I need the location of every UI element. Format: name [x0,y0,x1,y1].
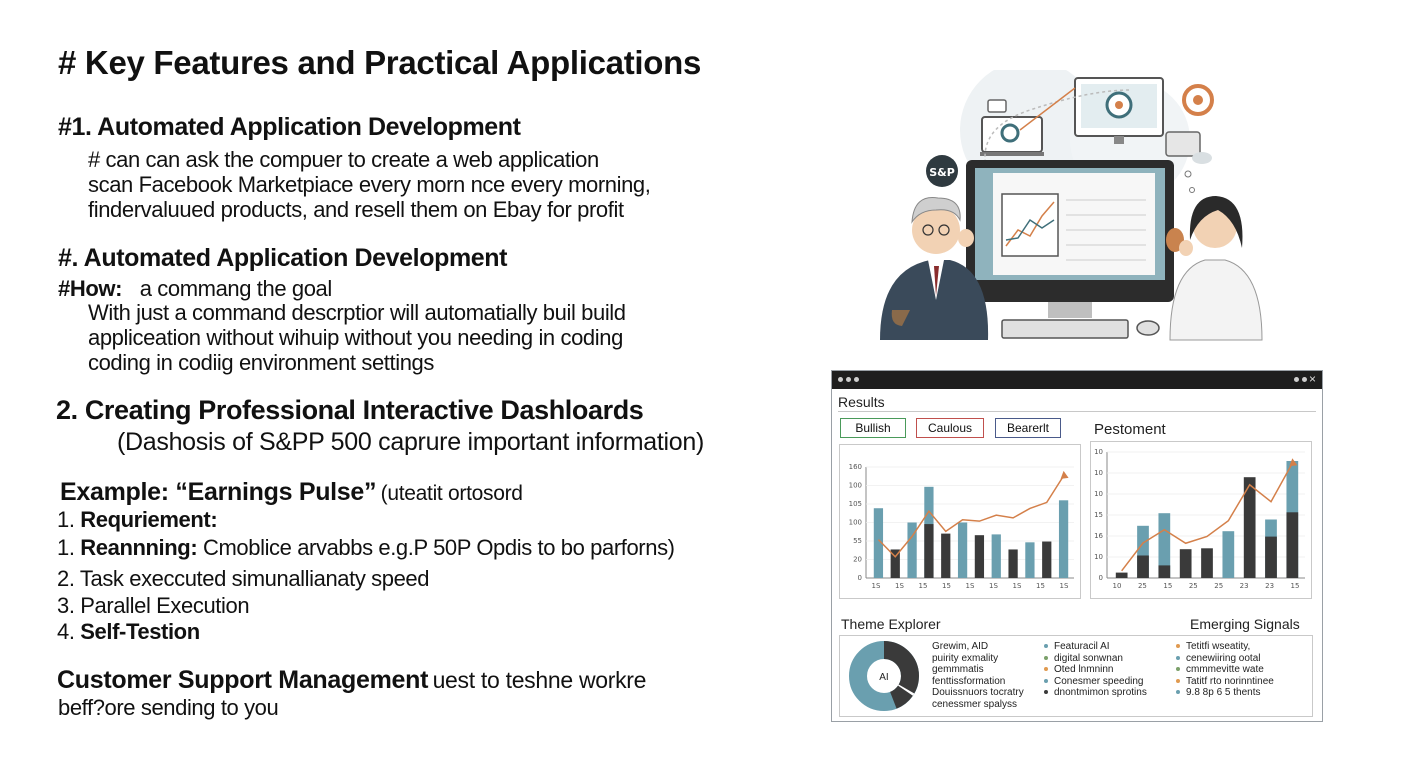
theme-item [932,653,1024,665]
x-tick-label: 15 [1290,582,1300,590]
x-tick-label: 23 [1265,582,1275,590]
page-title: # Key Features and Practical Applications [58,44,702,81]
donut-label: AI [879,672,889,683]
theme-list-1 [932,641,1024,710]
y-tick-label: 100 [848,481,862,490]
y-tick-label: 10 [1094,448,1103,456]
example-item-1 [57,507,217,533]
chart-left-panel [839,444,1081,599]
theme-item [932,641,1024,653]
x-tick-label: 1S [895,582,904,590]
target-center [1115,101,1123,109]
item-text: Parallel Execution [80,593,250,618]
theme-item-text: Grewim, AID [932,641,989,652]
y-tick-label: 160 [848,463,862,471]
section2-line-1: With just a command descrptior will automatially buil build [88,300,626,325]
bullet-icon [1044,679,1048,683]
theme-explorer-panel [839,635,1313,717]
x-tick-label: 15 [918,582,928,590]
bar-teal [958,523,967,579]
bullet-icon [1044,656,1048,660]
theme-item-text: Douissnuors tocratry [932,687,1024,698]
signal-item-text: 9.8 8p 6 5 thents [1186,687,1261,698]
filter-bearish-button[interactable]: Bearerlt [995,418,1061,438]
man-hand [958,229,974,247]
theme-item-text: puirity exmality [932,652,999,664]
x-tick-label: 1S [965,582,975,590]
bullet-icon [1044,667,1048,671]
chart-right [1091,442,1311,598]
section1-line-1: # can can ask the compuer to create a web application [88,147,599,172]
sp-badge-text: S&P [929,166,955,179]
floating-monitor-stand [1114,136,1124,144]
monitor-stand [1048,302,1092,318]
theme-list-2 [1044,641,1147,699]
chart-left [840,445,1080,598]
x-tick-label: 1S [871,582,881,590]
floating-laptop-base [980,152,1044,156]
item-label: Self-Testion [80,619,200,644]
bullet-icon [1176,679,1180,683]
bullet-icon [1176,690,1180,694]
theme-item-text: gemmmatis [932,664,984,675]
results-label: Results [838,394,885,410]
bullet-icon [1044,690,1048,694]
item-text: Task execcuted simunallianaty speed [79,566,430,591]
y-tick-label: 15 [1094,511,1103,519]
chat-bubble-icon [988,100,1006,112]
item-num: 3. [57,593,75,618]
theme-item [932,664,1024,676]
performance-label: Pestoment [1094,421,1166,438]
section3-heading: 2. Creating Professional Interactive Dashloards [56,395,644,425]
chart-right-panel [1090,441,1312,599]
x-tick-label: 25 [1188,582,1198,590]
bar-teal [1059,500,1068,578]
y-tick-label: 10 [1094,469,1103,477]
theme-item [932,699,1024,711]
theme-item [1044,653,1147,665]
y-tick-label: 10 [1094,490,1103,498]
theme-item-text: cenessmer spalyss [932,698,1018,710]
x-tick-label: 1S [989,582,998,590]
example-suffix: (uteatit ortosord [380,482,523,505]
x-tick-label: 23 [1239,582,1249,590]
bullet-icon [1044,644,1048,648]
y-tick-label: 105 [848,500,862,508]
theme-explorer-label: Theme Explorer [841,616,941,632]
signal-item [1176,664,1274,676]
theme-item-text: Featuracil AI [1054,641,1110,652]
bar-teal [1025,542,1034,578]
example-item-2 [57,535,675,561]
theme-item [1044,687,1147,699]
example-item-3 [57,566,429,592]
theme-item-text: Conesmer speeding [1054,675,1144,687]
bullet-icon [1176,667,1180,671]
window-dot-icon[interactable] [838,377,843,382]
bar-dark [1265,537,1277,578]
signals-list [1176,641,1274,699]
theme-item [932,687,1024,699]
signal-item-text: Tatitf rto norinntinee [1186,675,1274,687]
trend-line [878,476,1063,557]
bar-dark [924,524,933,578]
section1-line-3: findervaluued products, and resell them on Ebay for profit [88,197,624,222]
signal-item-text: Tetitfi wseatity, [1186,641,1251,652]
bar-teal [992,534,1001,578]
bar-dark [1137,556,1149,579]
bubble [1185,171,1191,177]
window-dot-icon[interactable] [1294,377,1299,382]
theme-item-text: dnontmimon sprotins [1054,687,1147,698]
keyboard [1002,320,1128,338]
theme-item-text: fenttissformation [932,675,1006,687]
dashboard-titlebar [832,371,1322,389]
example-item-4 [57,593,249,619]
item-num: 1. [57,507,75,532]
x-tick-label: 1S [1059,582,1069,590]
bar-dark [1158,565,1170,578]
x-tick-label: 10 [1112,582,1122,590]
y-tick-label: 100 [848,518,862,527]
section3-sub: (Dashosis of S&PP 500 caprure important information) [117,428,705,456]
x-tick-label: 1S [1012,582,1022,590]
y-tick-label: 0 [1098,574,1103,582]
window-dot-icon[interactable] [854,377,859,382]
divider [838,411,1316,412]
section1-line-2: scan Facebook Marketpiace every morn nce every morning, [88,172,651,197]
section2-line-2: appliceation without wihuip without you needing in coding [88,325,623,350]
item-label: Reannning: [80,535,198,560]
example-label: Example: “Earnings Pulse” [60,478,377,506]
signal-item-text: cenewiiring ootal [1186,652,1261,664]
y-tick-label: 16 [1094,532,1103,540]
screen-chart-panel [1002,194,1058,256]
close-icon[interactable]: × [1309,372,1317,386]
bar-dark [1116,573,1128,578]
bar-dark [1286,512,1298,578]
section2-how [58,276,332,301]
x-tick-label: 15 [1163,582,1173,590]
signal-item [1176,641,1274,653]
customer-line-2: beff?ore sending to you [58,695,279,720]
how-label: #How: [58,276,123,301]
x-tick-label: 25 [1137,582,1147,590]
filter-cautious-button[interactable]: Caulous [916,418,984,438]
bar-dark [1008,549,1017,578]
item-label: Requriement: [80,507,218,532]
x-tick-label: 15 [942,582,951,590]
dashboard-window [831,370,1323,722]
item-text: Cmoblice arvabbs e.g.P 50P Opdis to bo parforns) [203,535,675,560]
signal-item [1176,687,1274,699]
woman-coat [1170,260,1262,340]
theme-item-text: digital sonwnan [1054,652,1123,664]
item-num: 4. [57,619,75,644]
mouse [1137,321,1159,335]
bullet-icon [1176,644,1180,648]
window-dot-icon[interactable] [846,377,851,382]
customer-text: uest to teshne workre [432,667,647,693]
x-tick-label: 25 [1214,582,1224,590]
section2-line-3: coding in codiig environment settings [88,350,434,375]
theme-donut-chart[interactable] [848,640,920,712]
how-text: a commang the goal [139,276,332,301]
bar-dark [941,534,950,578]
example-item-5 [57,619,200,645]
gear-center [1193,95,1203,105]
bar-dark [975,535,984,578]
item-num: 2. [57,566,75,591]
signal-item [1176,676,1274,688]
customer-label: Customer Support Management [57,666,429,694]
y-tick-label: 10 [1094,553,1103,561]
bullet-icon [1176,656,1180,660]
bar-teal [1222,531,1234,578]
section2-heading: #. Automated Application Development [58,244,508,272]
item-num: 1. [57,535,75,560]
signal-item-text: cmmmevitte wate [1186,664,1264,675]
bar-dark [1201,548,1213,578]
example-line [60,478,523,507]
signal-item [1176,653,1274,665]
theme-item [1044,676,1147,688]
theme-item [1044,664,1147,676]
theme-item-text: Oted lnmninn [1054,664,1114,675]
section1-heading: #1. Automated Application Development [58,113,521,141]
bar-dark [1180,549,1192,578]
bubble [1190,188,1195,193]
emerging-signals-label: Emerging Signals [1190,616,1300,632]
y-tick-label: 0 [857,574,862,582]
bar-dark [1042,542,1051,578]
customer-line [57,666,646,695]
theme-item [932,676,1024,688]
floating-laptop-target [1002,125,1018,141]
woman-hand [1179,240,1193,256]
folder-icon [1166,132,1200,156]
y-tick-label: 20 [853,555,862,564]
x-tick-label: 15 [1036,582,1045,590]
cloud-icon [1192,152,1212,164]
people-with-computer-illustration [870,70,1270,350]
theme-item [1044,641,1147,653]
y-tick-label: 55 [853,537,862,545]
trend-arrow-icon [1061,471,1069,479]
window-dot-icon[interactable] [1302,377,1307,382]
filter-bullish-button[interactable]: Bullish [840,418,906,438]
